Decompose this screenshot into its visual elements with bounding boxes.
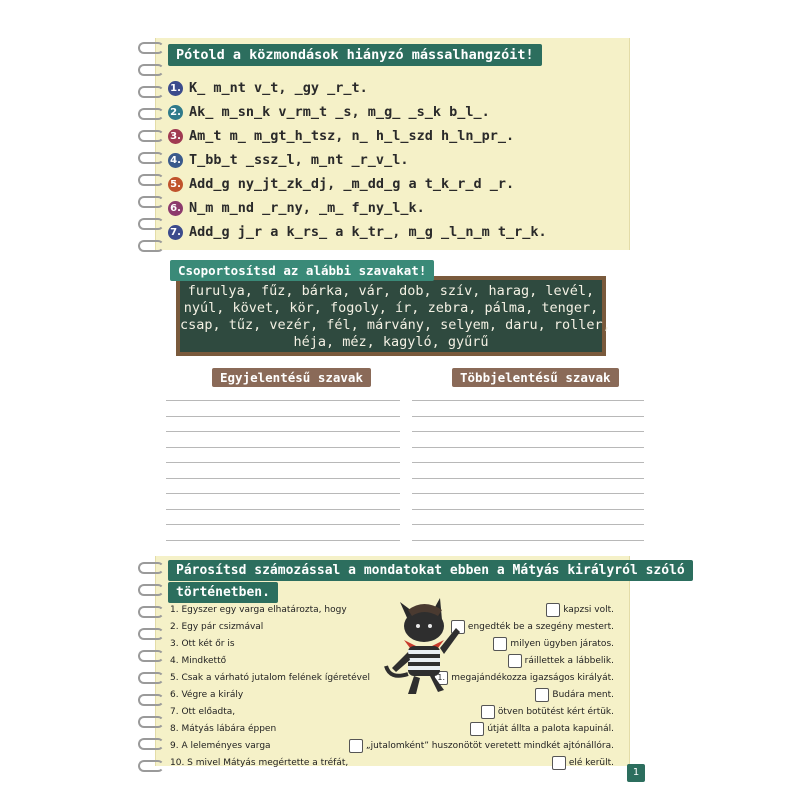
answer-box[interactable]: 1.: [434, 671, 448, 685]
right-sentence-text: „jutalomként” huszonötöt veretett mindkét ajtónállóra.: [365, 741, 614, 751]
word-line: nyúl, követ, kör, fogoly, ír, zebra, pálma, tenger,: [183, 300, 599, 316]
right-sentence: [493, 637, 614, 651]
right-sentence-text: kapzsi volt.: [563, 605, 614, 615]
answer-box[interactable]: [349, 739, 363, 753]
writing-line[interactable]: [412, 431, 644, 432]
chalkboard: [176, 276, 611, 356]
single-meaning-label: Egyjelentésű szavak: [212, 368, 371, 387]
writing-line[interactable]: [412, 400, 644, 401]
right-sentence-text: ráillettek a lábbelik.: [524, 656, 614, 666]
right-sentence: [552, 756, 614, 770]
left-sentence: 10. S mivel Mátyás megértette a tréfát,: [170, 758, 349, 768]
right-sentence-text: megajándékozza igazságos királyát.: [451, 673, 614, 683]
writing-line[interactable]: [166, 478, 400, 479]
spiral-binding: [138, 42, 166, 262]
right-sentence-text: elé került.: [568, 758, 614, 768]
right-sentence: [470, 722, 614, 736]
number-badge: 7.: [168, 225, 183, 240]
left-sentence: 3. Ott két őr is: [170, 639, 235, 649]
writing-line[interactable]: [412, 478, 644, 479]
right-sentence-text: útját állta a palota kapuinál.: [487, 724, 614, 734]
number-badge: 1.: [168, 81, 183, 96]
proverb-text: Ak_ m_sn_k v_rm_t _s, m_g_ _s_k b_l_.: [189, 104, 490, 120]
word-line: csap, tűz, vezér, fél, márvány, selyem, daru, roller,: [180, 317, 611, 333]
right-sentence-text: milyen ügyben járatos.: [510, 639, 614, 649]
writing-line[interactable]: [166, 493, 400, 494]
left-sentence: 1. Egyszer egy varga elhatározta, hogy: [170, 605, 347, 615]
left-sentence: 8. Mátyás lábára éppen: [170, 724, 277, 734]
left-sentence: 7. Ott előadta,: [170, 707, 236, 717]
proverb-text: Am_t m_ m_gt_h_tsz, n_ h_l_szd h_ln_pr_.: [189, 128, 515, 144]
number-badge: 3.: [168, 129, 183, 144]
proverb-text: T_bb_t _ssz_l, m_nt _r_v_l.: [189, 152, 409, 168]
group-words-title: Csoportosítsd az alábbi szavakat!: [170, 260, 434, 281]
proverbs-panel: [155, 38, 630, 250]
proverb-3[interactable]: [168, 128, 514, 144]
cat-mascot-illustration: [378, 590, 468, 700]
proverb-text: Add_g ny_jt_zk_dj, _m_dd_g a t_k_r_d _r.: [189, 176, 515, 192]
word-line: héja, méz, kagyló, gyűrű: [293, 334, 489, 350]
spiral-binding: [138, 562, 166, 782]
multiple-meaning-label: Többjelentésű szavak: [452, 368, 619, 387]
proverb-text: K_ m_nt v_t, _gy _r_t.: [189, 80, 368, 96]
page-number: 1: [627, 764, 645, 782]
left-sentence: 5. Csak a várható jutalom felének ígéretével: [170, 673, 371, 683]
right-sentence: [535, 688, 614, 702]
writing-line[interactable]: [412, 524, 644, 525]
proverb-1[interactable]: [168, 80, 368, 96]
writing-line[interactable]: [166, 400, 400, 401]
writing-line[interactable]: [166, 416, 400, 417]
right-sentence: [481, 705, 614, 719]
answer-box[interactable]: [546, 603, 560, 617]
writing-line[interactable]: [412, 540, 644, 541]
right-sentence: [546, 603, 614, 617]
writing-line[interactable]: [166, 540, 400, 541]
writing-line[interactable]: [412, 493, 644, 494]
writing-line[interactable]: [412, 509, 644, 510]
right-sentence-text: ötven botütést kért értük.: [497, 707, 614, 717]
number-badge: 5.: [168, 177, 183, 192]
writing-line[interactable]: [166, 524, 400, 525]
writing-line[interactable]: [166, 462, 400, 463]
proverb-7[interactable]: [168, 224, 547, 240]
left-sentence: 2. Egy pár csizmával: [170, 622, 264, 632]
proverb-text: N_m m_nd _r_ny, _m_ f_ny_l_k.: [189, 200, 425, 216]
right-sentence-text: Budára ment.: [552, 690, 614, 700]
word-line: furulya, fűz, bárka, vár, dob, szív, harag, levél,: [187, 283, 595, 299]
right-sentence-text: engedték be a szegény mestert.: [467, 622, 614, 632]
left-sentence: 4. Mindkettő: [170, 656, 227, 666]
number-badge: 4.: [168, 153, 183, 168]
matching-title-cont: történetben.: [168, 582, 278, 603]
proverb-2[interactable]: [168, 104, 490, 120]
answer-box[interactable]: [470, 722, 484, 736]
left-sentence: 6. Végre a király: [170, 690, 244, 700]
matching-title: Párosítsd számozással a mondatokat ebben a Mátyás királyról szóló: [168, 560, 693, 581]
proverb-4[interactable]: [168, 152, 408, 168]
proverb-text: Add_g j_r a k_rs_ a k_tr_, m_g _l_n_m t_r_k.: [189, 224, 547, 240]
writing-line[interactable]: [166, 509, 400, 510]
answer-box[interactable]: [493, 637, 507, 651]
writing-line[interactable]: [166, 431, 400, 432]
writing-line[interactable]: [412, 462, 644, 463]
writing-line[interactable]: [166, 447, 400, 448]
answer-box[interactable]: [552, 756, 566, 770]
writing-line[interactable]: [412, 416, 644, 417]
number-badge: 6.: [168, 201, 183, 216]
answer-box[interactable]: [535, 688, 549, 702]
writing-line[interactable]: [412, 447, 644, 448]
right-sentence: [508, 654, 614, 668]
left-sentence: 9. A leleményes varga: [170, 741, 271, 751]
proverb-5[interactable]: [168, 176, 514, 192]
right-sentence: [451, 620, 614, 634]
proverbs-title: Pótold a közmondások hiányzó mássalhangzóit!: [168, 44, 542, 66]
answer-box[interactable]: [481, 705, 495, 719]
proverb-6[interactable]: [168, 200, 425, 216]
number-badge: 2.: [168, 105, 183, 120]
right-sentence: [349, 739, 614, 753]
answer-box[interactable]: [508, 654, 522, 668]
